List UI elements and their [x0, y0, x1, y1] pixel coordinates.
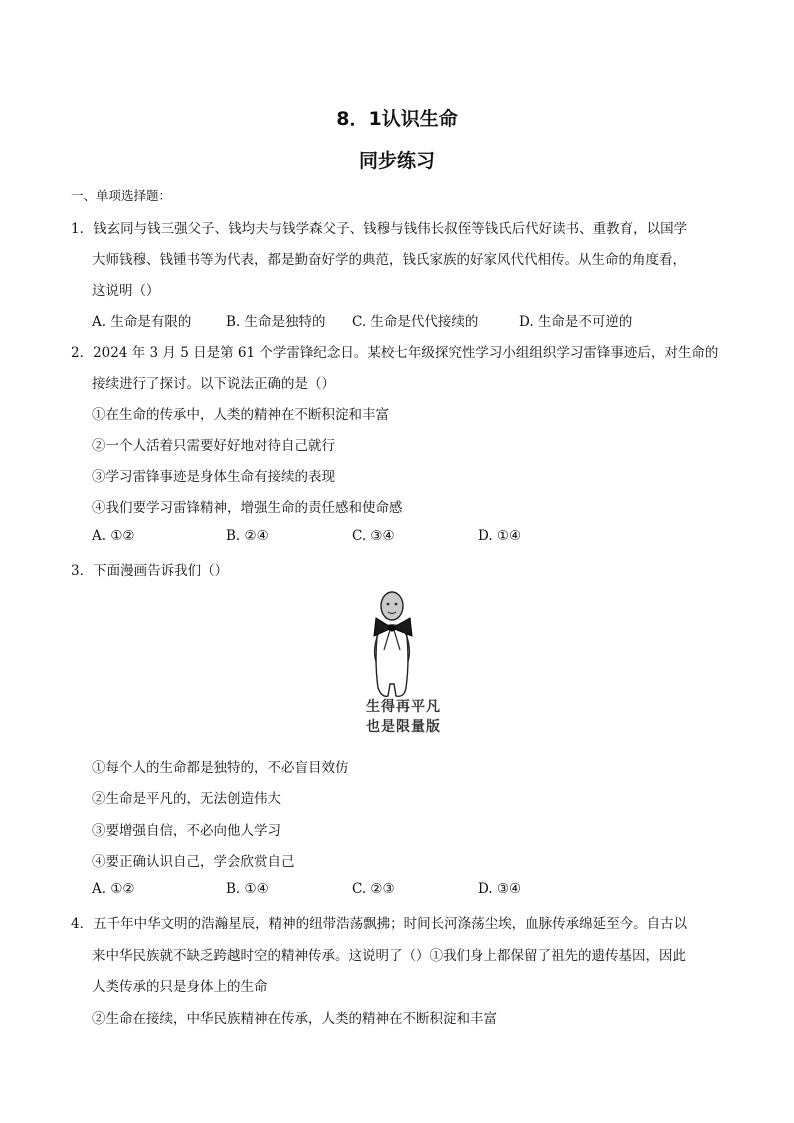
cartoon-image	[352, 588, 462, 738]
question-3-option-d: D. ③④	[478, 881, 522, 897]
question-2-line-1: 2．2024 年 3 月 5 日是第 61 个学雷锋纪念日。某校七年级探究性学习小组组织学习雷锋事迹后，对生命的	[71, 345, 719, 361]
question-1-option-c: C. 生命是代代接续的	[352, 314, 479, 330]
question-1-option-b: B. 生命是独特的	[226, 314, 326, 330]
question-2-option-d: D. ①④	[478, 528, 522, 544]
question-3-statement-3: ③要增强自信，不必向他人学习	[92, 823, 281, 839]
question-4-line-3: 人类传承的只是身体上的生命	[92, 979, 268, 995]
question-2-statement-3: ③学习雷锋事迹是身体生命有接续的表现	[92, 469, 335, 485]
question-2-option-a: A. ①②	[92, 528, 135, 544]
question-2-option-b: B. ②④	[226, 528, 269, 544]
question-2-statement-4: ④我们要学习雷锋精神，增强生命的责任感和使命感	[92, 500, 403, 516]
question-3-statement-4: ④要正确认识自己，学会欣赏自己	[92, 854, 295, 870]
question-3-option-a: A. ①②	[92, 881, 135, 897]
question-1-option-a: A. 生命是有限的	[92, 314, 192, 330]
question-2-option-c: C. ③④	[352, 528, 395, 544]
question-4-line-1: 4．五千年中华文明的浩瀚星辰，精神的纽带浩荡飘拂；时间长河涤荡尘埃，血脉传承绵延至今。自古以	[71, 916, 688, 932]
question-2-statement-1: ①在生命的传承中，人类的精神在不断积淀和丰富	[92, 407, 389, 423]
question-4-line-2: 来中华民族就不缺乏跨越时空的精神传承。这说明了（）①我们身上都保留了祖先的遗传基因，因此	[92, 948, 686, 964]
question-3-option-c: C. ②③	[352, 881, 395, 897]
question-1-option-d: D. 生命是不可逆的	[519, 314, 633, 330]
question-1-line-2: 大师钱穆、钱锺书等为代表，都是勤奋好学的典范，钱氏家族的好家风代代相传。从生命的角度看，	[92, 252, 686, 268]
section-heading: 一、单项选择题：	[71, 188, 172, 203]
document-subtitle: 同步练习	[358, 150, 435, 172]
document-title: 8．1认识生命	[336, 108, 458, 130]
question-2-line-2: 接续进行了探讨。以下说法正确的是（）	[92, 376, 335, 392]
cartoon-caption-line-2: 也是限量版	[366, 719, 441, 735]
question-3-line-1: 3．下面漫画告诉我们（）	[71, 563, 229, 579]
question-3-statement-1: ①每个人的生命都是独特的，不必盲目效仿	[92, 760, 349, 776]
question-3-statement-2: ②生命是平凡的，无法创造伟大	[92, 791, 281, 807]
question-1-line-1: 1．钱玄同与钱三强父子、钱均夫与钱学森父子、钱穆与钱伟长叔侄等钱氏后代好读书、重教育，以国学	[71, 221, 688, 237]
question-3-option-b: B. ①④	[226, 881, 269, 897]
question-1-line-3: 这说明（）	[92, 283, 160, 299]
question-4-statement-2: ②生命在接续，中华民族精神在传承，人类的精神在不断积淀和丰富	[92, 1011, 497, 1027]
cartoon-caption-line-1: 生得再平凡	[366, 699, 441, 715]
question-2-statement-2: ②一个人活着只需要好好地对待自己就行	[92, 438, 335, 454]
